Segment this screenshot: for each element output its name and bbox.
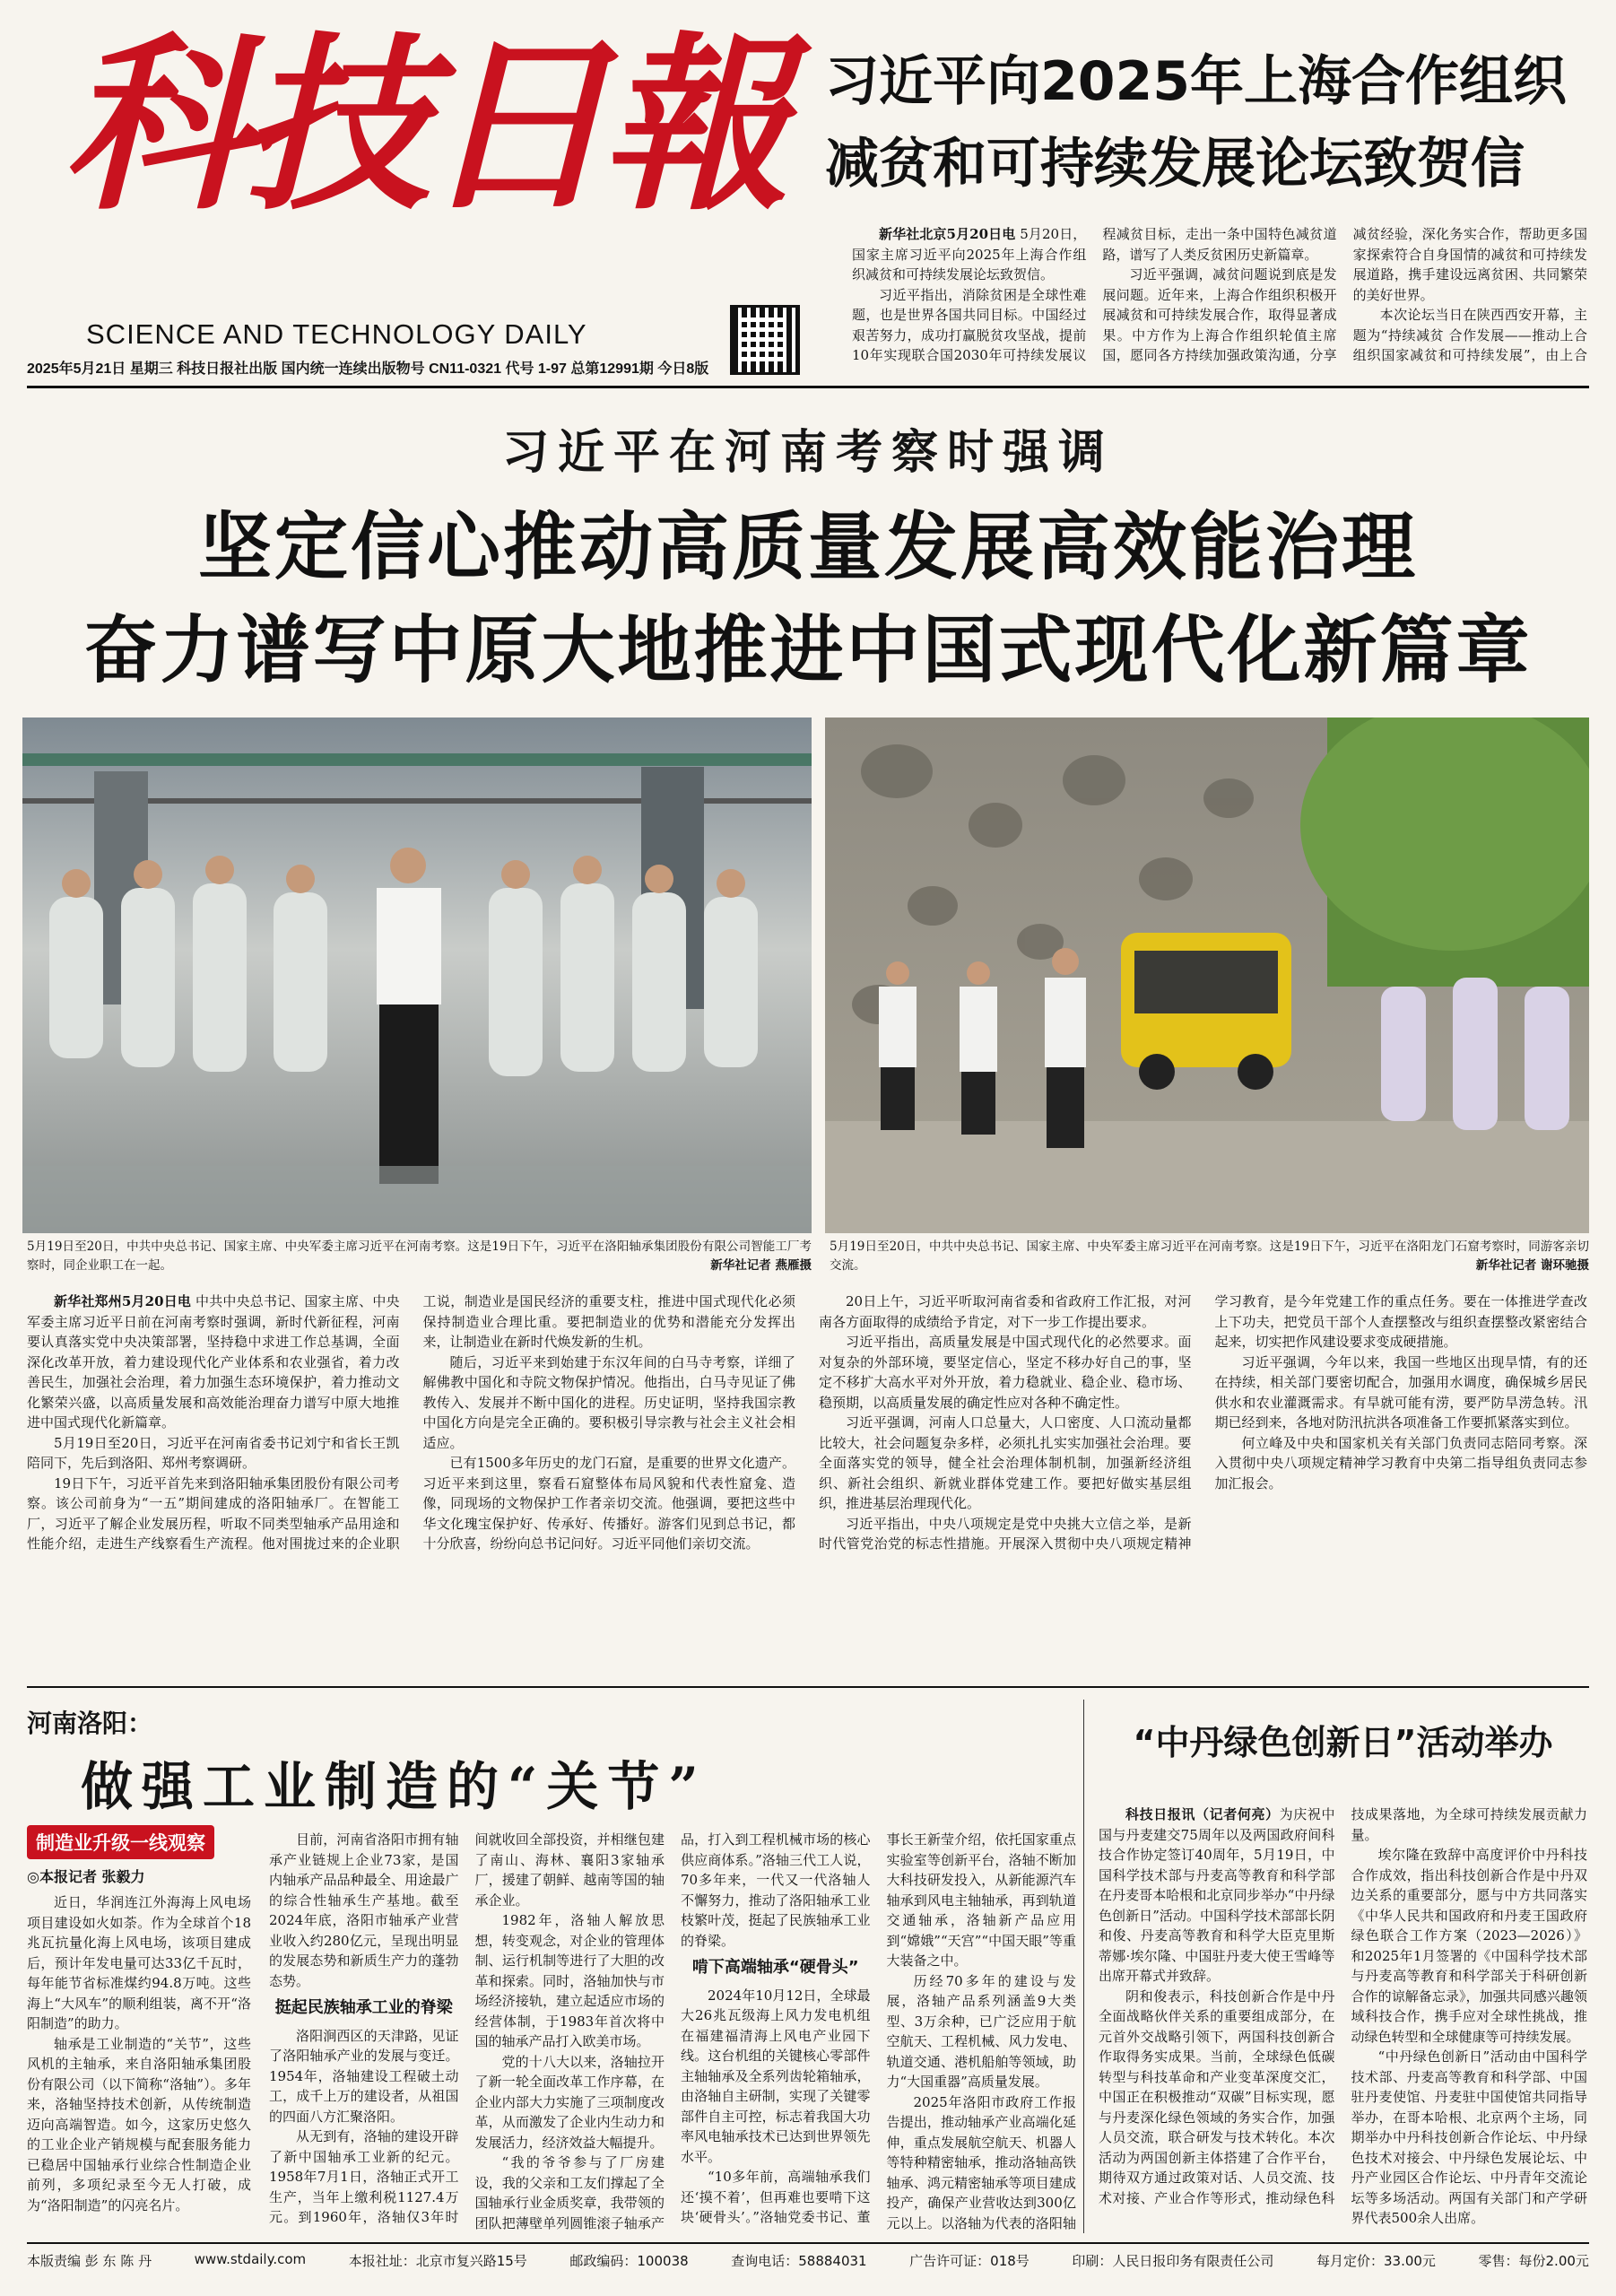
top-story-paragraph: 5月20日，国家主席习近平向2025年上海合作组织减贫和可持续发展论坛致贺信。: [852, 226, 1087, 283]
main-story-paragraph: 5月19日至20日，习近平在河南省委书记刘宁和省长王凯陪同下，先后到洛阳、郑州考察调研。: [27, 1434, 400, 1471]
photo-caption-right: [830, 1238, 1589, 1275]
main-story-lead: 新华社郑州5月20日电: [54, 1293, 192, 1309]
right-story-paragraph: 埃尔隆在致辞中高度评价中丹科技合作成效，指出科技创新合作是中丹双边关系的重要部分，愿与中方共同落实《中华人民共和国政府和丹麦王国政府绿色联合工作方案（2023—2026）》和2025年1月签署的《中国科学技术部与丹麦高等教育和科学部关于科研创新合作的谅解备忘录》，加强共同感兴趣领域科技合作，携手应对全球性挑战，推动绿色转型和全球健康等可持续发展。: [1351, 1847, 1587, 2045]
page-footer: [27, 2251, 1589, 2270]
top-headline-line-1: 习近平向2025年上海合作组织: [825, 50, 1567, 113]
footer-editor: 本版责编 彭 东 陈 丹: [27, 2253, 152, 2269]
main-story-body: [27, 1292, 1587, 1659]
feature-region: 河南洛阳：: [27, 1709, 153, 1738]
footer-price-month: 每月定价：33.00元: [1316, 2253, 1436, 2269]
top-story-lead: 新华社北京5月20日电: [879, 226, 1016, 242]
main-story-paragraph: 习近平强调，今年以来，我国一些地区出现旱情，有的还在持续，相关部门要密切配合，加强用水调度，确保城乡居民供水和农业灌溉需求。有旱就可能有涝，要严防旱涝急转。汛期已经到来，各地对防汛抗洪各项准备工作要抓紧落实到位。: [1214, 1353, 1587, 1431]
main-story-paragraph: 习近平指出，中央八项规定是党中央挑大立信之举，是新时代管党治党的标志性措施。开展深入贯彻中央八项规定精神学习教育，是今年党建工作的重点任务。要在一体推进学查改上下功夫，把党员干部个人查摆整改与组织查摆整改紧密结合起来，切实把作风建设要求变成硬措施。: [819, 1293, 1587, 1552]
top-story-paragraph: 本次论坛当日在陕西西安开幕，主题为“持续减贫 合作发展——推动上合组织国家减贫和可持续发展”，由上合: [1352, 307, 1587, 363]
feature-paragraph: 2024年10月12日，全球最大26兆瓦级海上风力发电机组在福建福清海上风电产业园下线。这台机组的关键核心零部件主轴轴承及全系列齿轮箱轴承，由洛轴自主研制，实现了关键零部件自主可控，标志着我国大功率风电轴承技术已达到世界领先水平。: [681, 1987, 871, 2165]
section-rule: [27, 1686, 1589, 1688]
main-story-paragraph: 何立峰及中央和国家机关有关部门负责同志陪同考察。深入贯彻中央八项规定精神学习教育中央第二指导组负责同志参加汇报会。: [1214, 1434, 1587, 1492]
masthead: [63, 9, 834, 350]
feature-body-first-column: [27, 1892, 251, 2233]
caption-text: 5月19日至20日，中共中央总书记、国家主席、中央军委主席习近平在河南考察。这是19日下午，习近平在洛阳龙门石窟考察时，同游客亲切交流。: [830, 1239, 1589, 1273]
caption-text: 5月19日至20日，中共中央总书记、国家主席、中央军委主席习近平在河南考察。这是19日下午，习近平在洛阳轴承集团股份有限公司智能工厂考察时，同企业职工在一起。: [27, 1239, 812, 1273]
main-story-paragraph: 随后，习近平来到始建于东汉年间的白马寺考察，详细了解佛教中国化和寺院文物保护情况。他指出，白马寺见证了佛教传入、发展并不断中国化的进程。历史证明，坚持我国宗教中国化方向是完全正确的。要积极引导宗教与社会主义社会相适应。: [422, 1353, 795, 1451]
footer-postcode: 邮政编码：100038: [569, 2253, 689, 2269]
footer-license: 广告许可证：018号: [909, 2253, 1030, 2269]
right-story-headline: “中丹绿色创新日”活动举办: [1133, 1723, 1553, 1762]
feature-paragraph: 从无到有，洛轴的建设开辟了新中国轴承工业新的纪元。1958年7月1日，洛轴正式开工生产，当年上缴利税1127.4万元。到1960年，洛轴仅3年时间就收回全部投资，并相继包建了南山、海林、襄阳3家轴承厂，援建了朝鲜、越南等国的轴承企业。: [269, 1831, 665, 2225]
right-story-paragraph: 为庆祝中国与丹麦建交75周年以及两国政府间科技合作协定签订40周年，5月19日，中国科学技术部与丹麦高等教育和科学部在丹麦哥本哈根和北京同步举办“中丹绿色创新日”活动。中国科学技术部部长阴和俊、丹麦高等教育和科学大臣克里斯蒂娜·埃尔隆、中国驻丹麦大使王雪峰等出席开幕式并致辞。: [1099, 1806, 1335, 1984]
top-story-paragraph: 习近平指出，消除贫困是全球性难题，也是世界各国共同目标。中国经过艰苦努力，成功打赢脱贫攻坚战，提前10年实现联合国2030年可持续发展议程减贫目标，走出一条中国特色减贫道路，谱写了人类反贫困历史新篇章。: [852, 226, 1337, 363]
photo-credit: 新华社记者 谢环驰摄: [1475, 1258, 1589, 1273]
feature-paragraph: 党的十八大以来，洛轴拉开了新一轮全面改革工作序幕，在企业内部大力实施了三项制度改革，从而激发了企业内生动力和发展活力，经济效益大幅提升。: [474, 2053, 665, 2151]
feature-paragraph: 2025年洛阳市政府工作报告提出，推动轴承产业高端化延伸，重点发展航空航天、机器人等特种精密轴承，推动洛轴高铁轴承、鸿元精密轴承等项目建成投产，确保产业营收达到300亿元以上。以洛轴为代表的洛阳轴: [886, 2093, 1076, 2231]
feature-body: [269, 1830, 1076, 2233]
qr-code-icon: [730, 305, 800, 375]
photo-caption-left: [27, 1238, 812, 1275]
footer-price-each: 零售：每份2.00元: [1478, 2253, 1589, 2269]
right-story-paragraph: “中丹绿色创新日”活动由中国科学技术部、丹麦高等教育和科学部、中国驻丹麦使馆、丹麦驻中国使馆共同指导举办，在哥本哈根、北京两个主场，同期举办中丹科技创新合作论坛、中丹绿色技术对接会、中丹绿色发展论坛、中丹产业园区合作论坛、中丹青年交流论坛等多场活动。两国有关部门和产学研界代表500余人出席。: [1351, 2048, 1587, 2226]
top-headline-line-2: 减贫和可持续发展论坛致贺信: [825, 133, 1525, 196]
right-story-body: [1099, 1805, 1587, 2233]
main-headline-line-2: 奋力谱写中原大地推进中国式现代化新篇章: [83, 608, 1533, 693]
main-story-paragraph: 习近平强调，河南人口总量大，人口密度、人口流动量都比较大，社会问题复杂多样，必须扎扎实实加强社会治理。要全面落实党的领导，健全社会治理体制机制，加强新经济组织、新社会组织、新就业群体党建工作。要把好做实基层组织，推进基层治理现代化。: [819, 1414, 1192, 1511]
footer-rule: [27, 2242, 1589, 2244]
feature-paragraph: 目前，河南省洛阳市拥有轴承产业链规上企业73家，是国内轴承产品品种最全、用途最广的综合性轴承生产基地。截至2024年底，洛阳市轴承产业营业收入约280亿元，呈现出明显的发展态势和新质生产力的蓬勃态势。: [269, 1831, 459, 1989]
top-story-headline: [825, 40, 1596, 205]
footer-website[interactable]: www.stdaily.com: [194, 2251, 307, 2267]
feature-paragraph: 历经70多年的建设与发展，洛轴产品系列涵盖9大类型、3万余种，已广泛应用于航空航天、工程机械、风力发电、轨道交通、港机船舶等领域，助力“大国重器”高质量发展。: [886, 1972, 1076, 2090]
feature-headline: 做强工业制造的“关节”: [81, 1756, 708, 1817]
main-story-paragraph: 习近平指出，高质量发展是中国式现代化的必然要求。面对复杂的外部环境，要坚定信心，坚定不移办好自己的事，坚定不移扩大高水平对外开放，着力稳就业、稳企业、稳市场、稳预期，以高质量发展的确定性应对各种不确定性。: [819, 1334, 1192, 1411]
feature-subhead: 挺起民族轴承工业的脊梁: [274, 1998, 453, 2017]
feature-paragraph: 轴承是工业制造的“关节”，这些风机的主轴承，来自洛阳轴承集团股份有限公司（以下简称“洛轴”）。多年来，洛轴坚持技术创新，从传统制造迈向高端智造。如今，这家历史悠久的工业企业产销规模与配套服务能力已稳居中国轴承行业综合性制造企业前列，多项纪录至今无人打破，成为“洛阳制造”的闪亮名片。: [27, 2035, 251, 2213]
top-rule: [27, 386, 1589, 388]
footer-printer: 印刷：人民日报印务有限责任公司: [1072, 2253, 1274, 2269]
main-headline-line-1: 坚定信心推动高质量发展高效能治理: [197, 505, 1418, 590]
feature-paragraph: 洛阳涧西区的天津路，见证了洛阳轴承产业的发展与变迁。1954年，洛轴建设工程破土动工，成千上万的建设者，从祖国的四面八方汇聚洛阳。: [269, 2027, 459, 2125]
feature-paragraph: “我的爷爷参与了厂房建设，我的父亲和工友们撑起了全国轴承行业金质奖章，我带领的团队把薄壁单列圆锥滚子轴承产品，打入到工程机械市场的核心供应商体系。”洛轴三代工人说，70多年来，一代又一代洛轴人不懈努力，推动了洛阳轴承工业枝繁叶茂，挺起了民族轴承工业的脊梁。: [474, 1831, 871, 2231]
feature-paragraph: 近日，华润连江外海海上风电场项目建设如火如荼。作为全球首个18兆瓦抗量化海上风电场，该项目建成后，预计年发电量可达33亿千瓦时，每年能节省标准煤约94.8万吨。这些海上“大风车”的顺利组装，离不开“洛阳制造”的助力。: [27, 1894, 251, 2031]
main-story-paragraph: 中共中央总书记、国家主席、中央军委主席习近平日前在河南考察时强调，新时代新征程，河南要认真落实党中央决策部署，坚持稳中求进工作总基调，全面深化改革开放，着力建设现代化产业体系和农业强省，着力改善民生，加强社会治理，着力加强生态环境保护，着力推动文化繁荣兴盛，以高质量发展和高效能治理奋力谱写中原大地推进中国式现代化新篇章。: [27, 1293, 400, 1431]
top-story-paragraph: 习近平强调，减贫问题说到底是发展问题。近年来，上海合作组织积极开展减贫和可持续发展合作，取得显著成果。中方作为上海合作组织轮值主席国，愿同各方持续加强政策沟通，分享减贫经验，深化务实合作，帮助更多国家探索符合自身国情的减贫和可持续发展道路，携手建设远离贫困、共同繁荣的美好世界。: [1102, 226, 1587, 363]
feature-banner: 制造业升级一线观察: [27, 1825, 214, 1859]
main-story-paragraph: 已有1500多年历史的龙门石窟，是重要的世界文化遗产。习近平来到这里，察看石窟整体布局风貌和代表性窟龛、造像，同现场的文物保护工作者亲切交流。他强调，要把这些中华文化瑰宝保护好、传承好、传播好。游客们见到总书记，都十分欣喜，纷纷向总书记问好。习近平同他们亲切交流。: [422, 1455, 795, 1552]
newspaper-title: 科技日報: [63, 14, 781, 236]
main-story-kicker: 习近平在河南考察时强调: [501, 425, 1114, 480]
main-story-paragraph: 19日下午，习近平首先来到洛阳轴承集团股份有限公司考察。该公司前身为“一五”期间建成的洛阳轴承厂。在智能工厂，习近平了解企业发展历程，听取不同类型轴承产品用途和性能介绍，走进生产线察看生产流程。他对围拢过来的企业职工说，制造业是国民经济的重要支柱，推进中国式现代化必须保持制造业合理比重。要把制造业的优势和潜能充分发挥出来，让制造业在新时代焕发新的生机。: [27, 1293, 795, 1552]
footer-address: 本报社址：北京市复兴路15号: [348, 2253, 527, 2269]
right-story-paragraph: 阴和俊表示，科技创新合作是中丹全面战略伙伴关系的重要组成部分，在元首外交战略引领下，两国科技创新合作取得务实成果。当前，全球绿色低碳转型与科技革命和产业变革深度交汇，中国正在积极推动“双碳”目标实现，愿与丹麦深化绿色领域的务实合作，加强人员交流，联合研发与技术转化。本次活动为两国创新主体搭建了合作平台，期待双方通过政策对话、人员交流、技术对接、产业合作等形式，推动绿色科技成果落地，为全球可持续发展贡献力量。: [1099, 1806, 1587, 2206]
right-story-lead: 科技日报讯（记者何亮）: [1125, 1806, 1280, 1822]
newspaper-english-title: SCIENCE AND TECHNOLOGY DAILY: [86, 318, 587, 350]
column-divider: [1083, 1700, 1084, 2233]
feature-paragraph: “10多年前，高端轴承我们还‘摸不着’，但再难也要啃下这块‘硬骨头’。”洛轴党委书记、董事长王新莹介绍，依托国家重点实验室等创新平台，洛轴不断加大科技研发投入，从新能源汽车轴承到风电主轴轴承，再到轨道交通轴承，洛轴新产品应用到“嫦娥”“天宫”“中国天眼”等重大装备之中。: [681, 1831, 1076, 2225]
top-story-body: [852, 224, 1587, 377]
feature-paragraph: 1982年，洛轴人解放思想，转变观念，对企业的管理体制、运行机制等进行了大胆的改革和探索。同时，洛轴加快与市场经济接轨，建立起适应市场的经营体制，于1983年首次将中国的轴承产品打入欧美市场。: [474, 1912, 665, 2049]
feature-byline: ◎本报记者 张毅力: [27, 1868, 145, 1885]
photo-credit: 新华社记者 燕雁摄: [710, 1258, 812, 1273]
footer-phone: 查询电话：58884031: [731, 2253, 867, 2269]
main-story-paragraph: 20日上午，习近平听取河南省委和省政府工作汇报，对河南各方面取得的成绩给予肯定，对下一步工作提出要求。: [819, 1293, 1192, 1330]
grottoes-photo: [825, 718, 1589, 1233]
issue-dateline: 2025年5月21日 星期三 科技日报社出版 国内统一连续出版物号 CN11-0321 代号 1-97 总第12991期 今日8版: [27, 361, 709, 377]
factory-photo: [22, 718, 812, 1233]
feature-subhead: 啃下高端轴承“硬骨头”: [691, 1958, 859, 1977]
